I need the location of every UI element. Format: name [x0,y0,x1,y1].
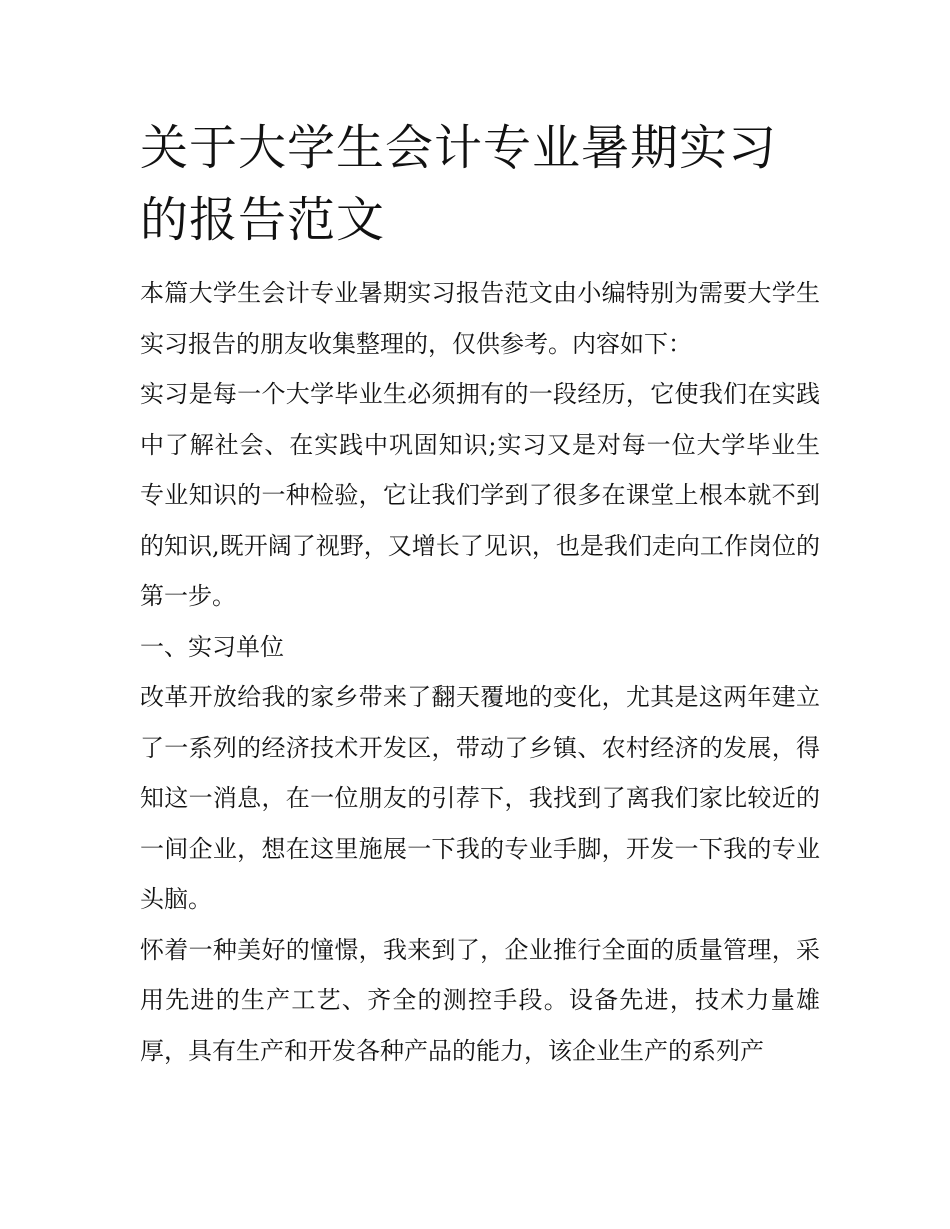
document-title: 关于大学生会计专业暑期实习的报告范文 [140,120,778,248]
hometown-paragraph: 改革开放给我的家乡带来了翻天覆地的变化，尤其是这两年建立了一系列的经济技术开发区，带动了乡镇、农村经济的发展，得知这一消息，在一位朋友的引荐下，我找到了离我们家比较近的一间企业，想在这里施展一下我的专业手脚，开发一下我的专业头脑。 [140,683,820,913]
enterprise-paragraph: 怀着一种美好的憧憬，我来到了，企业推行全面的质量管理，采用先进的生产工艺、齐全的测控手段。设备先进，技术力量雄厚，具有生产和开发各种产品的能力，该企业生产的系列产 [140,935,820,1065]
intro-paragraph: 本篇大学生会计专业暑期实习报告范文由小编特别为需要大学生实习报告的朋友收集整理的，仅供参考。内容如下： [140,279,820,358]
internship-meaning-paragraph: 实习是每一个大学毕业生必须拥有的一段经历，它使我们在实践中了解社会、在实践中巩固知识;实习又是对每一位大学毕业生专业知识的一种检验，它让我们学到了很多在课堂上根本就不到的知识,既开阔了视野，又增长了见识，也是我们走向工作岗位的第一步。 [140,380,820,610]
section-heading-internship-unit: 一、实习单位 [140,632,284,661]
document-page [140,112,820,1076]
